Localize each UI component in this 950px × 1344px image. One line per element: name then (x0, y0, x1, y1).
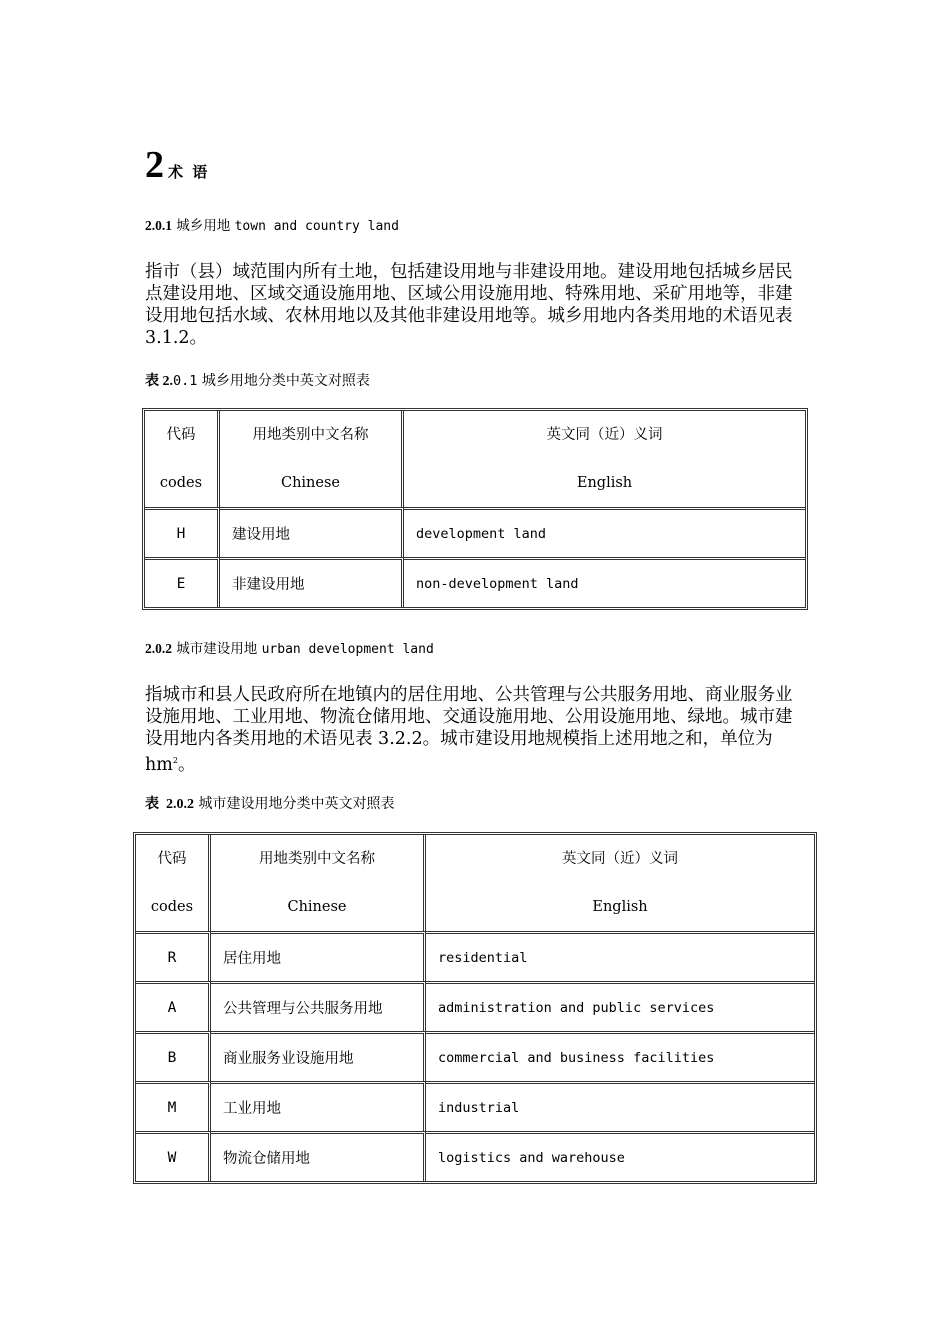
term-en: urban development land (261, 642, 434, 657)
cell-code: A (136, 981, 211, 1031)
table-row (136, 1031, 814, 1081)
table-row (136, 1131, 814, 1181)
cell-english: non-development land (404, 557, 805, 607)
table-row (145, 557, 805, 607)
header-code: 代码 codes (136, 835, 211, 931)
term-number: 2.0.1 (145, 218, 172, 233)
term-2-0-2 (145, 637, 434, 657)
table-1-caption: 表 2.0.1 城乡用地分类中英文对照表 (145, 373, 370, 389)
term-2-0-1 (145, 214, 399, 234)
table-row (136, 1081, 814, 1131)
cell-english: logistics and warehouse (426, 1131, 814, 1181)
term-number: 2.0.2 (145, 641, 172, 656)
chapter-title: 术 语 (168, 163, 210, 181)
header-chinese: 用地类别中文名称 Chinese (220, 411, 404, 507)
cell-chinese: 公共管理与公共服务用地 (211, 981, 426, 1031)
cell-code: B (136, 1031, 211, 1081)
cell-chinese: 物流仓储用地 (211, 1131, 426, 1181)
table-row (145, 507, 805, 557)
table-header (136, 835, 814, 931)
cell-chinese: 非建设用地 (220, 557, 404, 607)
header-code: 代码 codes (145, 411, 220, 507)
cell-chinese: 居住用地 (211, 931, 426, 981)
term-zh: 城市建设用地 (176, 641, 258, 657)
cell-chinese: 工业用地 (211, 1081, 426, 1131)
cell-english: administration and public services (426, 981, 814, 1031)
cell-english: development land (404, 507, 805, 557)
chapter-heading (145, 146, 209, 184)
header-english: 英文同（近）义词 English (562, 851, 678, 915)
table-2-caption: 表 2.0.2 城市建设用地分类中英文对照表 (145, 796, 395, 812)
cell-code: H (145, 507, 220, 557)
cell-code: E (145, 557, 220, 607)
term-zh: 城乡用地 (176, 218, 231, 234)
cell-english: commercial and business facilities (426, 1031, 814, 1081)
term-en: town and country land (234, 219, 399, 234)
table-2 (133, 832, 817, 1184)
cell-code: W (136, 1131, 211, 1181)
table-1 (142, 408, 808, 610)
definition-paragraph-1: 指市（县）域范围内所有土地，包括建设用地与非建设用地。建设用地包括城乡居民点建设用地、区域交通设施用地、区域公用设施用地、特殊用地、采矿用地等，非建设用地包括水域、农林用地以及其他非建设用地等。城乡用地内各类用地的术语见表 3.1.2。 (145, 262, 793, 348)
header-english: 英文同（近）义词 English (546, 427, 663, 491)
header-chinese: 用地类别中文名称 Chinese (211, 835, 426, 931)
cell-code: M (136, 1081, 211, 1131)
table-row (136, 981, 814, 1031)
cell-chinese: 商业服务业设施用地 (211, 1031, 426, 1081)
definition-paragraph-2: 指城市和县人民政府所在地镇内的居住用地、公共管理与公共服务用地、商业服务业设施用地、工业用地、物流仓储用地、交通设施用地、公用设施用地、绿地。城市建设用地内各类用地的术语见表 3.2.2。城市建设用地规模指上述用地之和，单位为 $hm^2$。 (145, 685, 793, 775)
cell-english: industrial (426, 1081, 814, 1131)
table-row (136, 931, 814, 981)
cell-code: R (136, 931, 211, 981)
chapter-number: 2 (145, 144, 164, 186)
cell-english: residential (426, 931, 814, 981)
cell-chinese: 建设用地 (220, 507, 404, 557)
table-header (145, 411, 805, 507)
